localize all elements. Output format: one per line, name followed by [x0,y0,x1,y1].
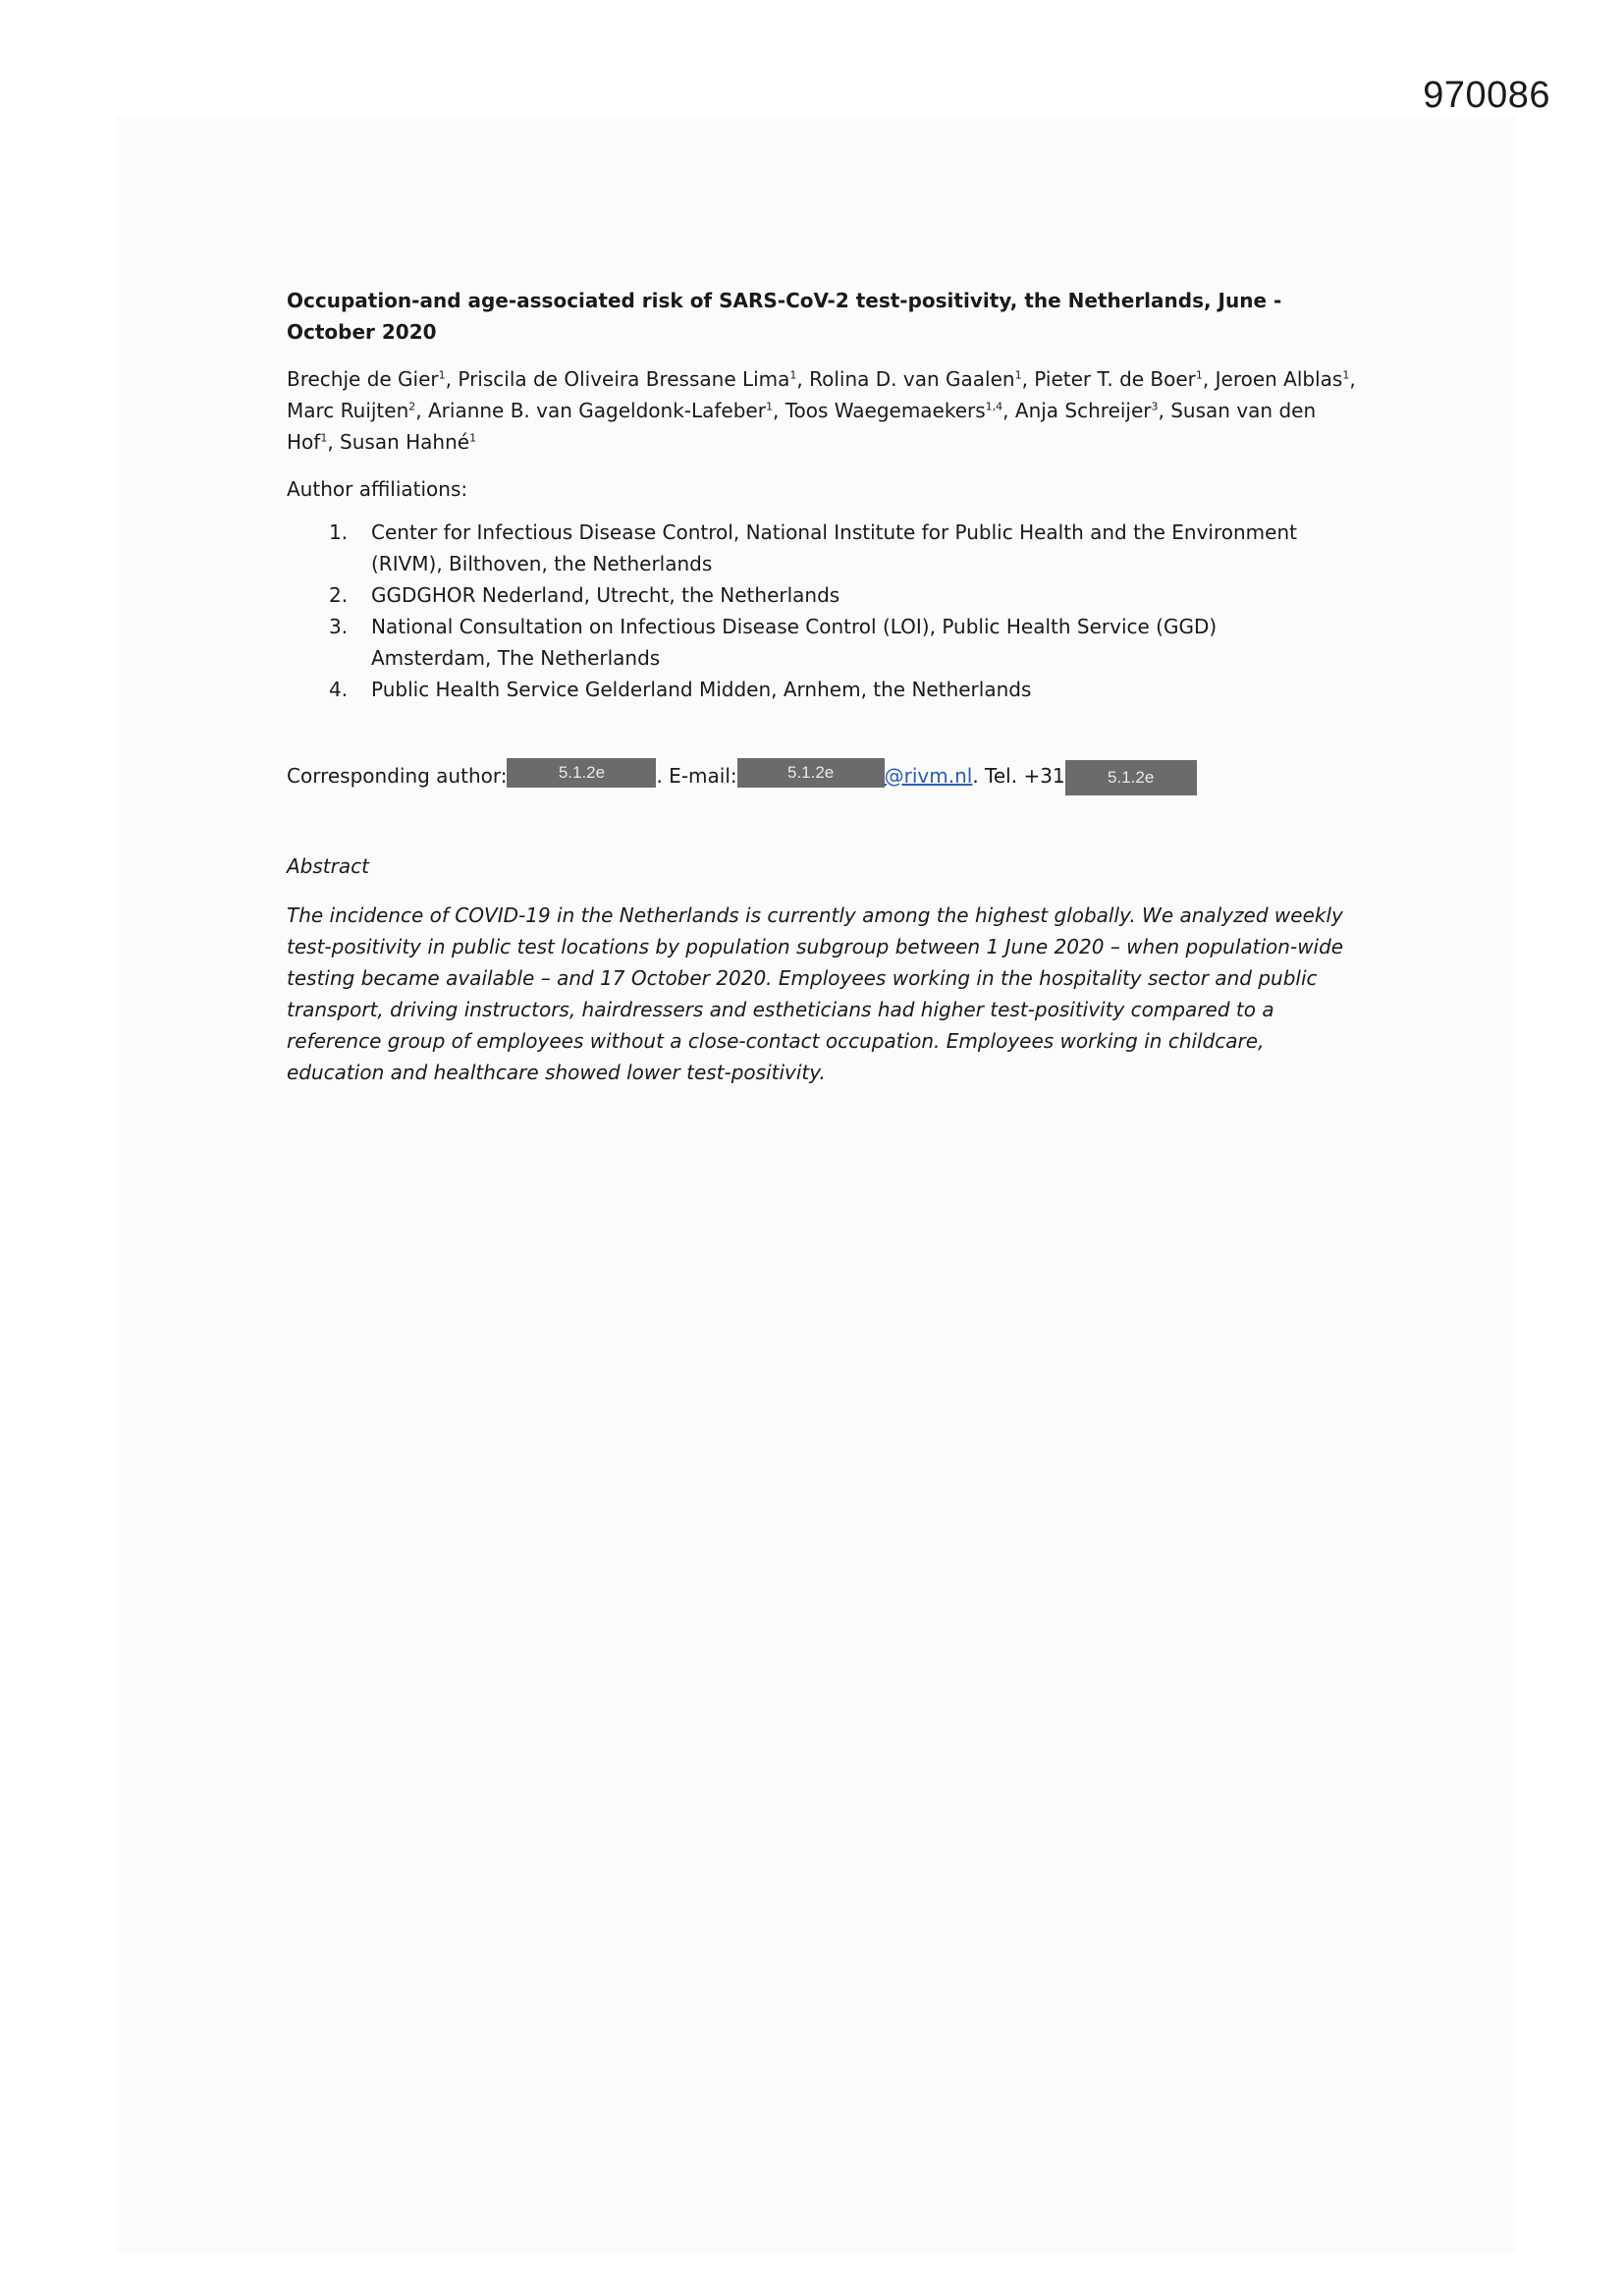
abstract-text: The incidence of COVID-19 in the Netherlands is currently among the highest globally. We analyzed weekly test-positivity in public test locations by population subgroup between 1 June 2020 – when population-wide testing became available – and 17 October 2020. Employees working in the hospitality sector and public transport, driving instructors, hairdressers and estheticians had higher test-positivity compared to a reference group of employees without a close-contact occupation. Employees working in childcare, education and healthcare showed lower test-positivity. [287,903,1344,1084]
affiliation-item [287,674,1367,705]
author-name: Arianne B. van Gageldonk-Lafeber [427,399,766,422]
affiliation-number: 4. [329,678,349,701]
author-separator: , [796,367,810,391]
author-separator: , [445,367,459,391]
author-separator: , [327,430,341,454]
affiliation-text: GGDGHOR Nederland, Utrecht, the Netherlands [371,583,840,607]
telephone-label: . Tel. +31 [972,764,1065,788]
affiliation-number: 2. [329,583,349,607]
author-name: Priscila de Oliveira Bressane Lima [458,367,790,391]
author-affiliation-marker: 1 [320,431,328,445]
author-name: Susan Hahné [340,430,470,454]
author-separator: , [772,399,785,422]
redaction-box: 5.1.2e [737,758,885,788]
affiliation-item [287,579,1367,611]
author-affiliation-marker: 1 [469,431,477,445]
affiliation-item [287,517,1367,579]
author-affiliation-marker: 1 [438,368,446,382]
redaction-box: 5.1.2e [507,758,656,788]
author-affiliation-marker: 2 [408,400,416,413]
author-separator: , [1021,367,1035,391]
author-name: Marc Ruijten [287,399,409,422]
affiliation-text: Center for Infectious Disease Control, National Institute for Public Health and the Environment (RIVM), Bilthoven, the Netherlands [371,520,1297,575]
author-affiliation-marker: 3 [1151,400,1159,413]
affiliation-number: 3. [329,615,349,638]
author-affiliation-marker: 1 [789,368,797,382]
email-label: . E-mail: [656,764,737,788]
document-content [287,285,1367,1088]
affiliation-item [287,611,1367,674]
author-separator: , [415,399,428,422]
author-separator: , [1349,367,1356,391]
author-name: Brechje de Gier [287,367,439,391]
abstract-heading: Abstract [287,854,369,878]
author-name: Susan van den Hof [287,399,1317,454]
author-name: Pieter T. de Boer [1034,367,1196,391]
author-name: Toos Waegemaekers [785,399,986,422]
affiliations-heading: Author affiliations: [287,477,468,501]
redaction-box: 5.1.2e [1065,760,1197,795]
author-affiliation-marker: 1 [765,400,773,413]
affiliation-text: National Consultation on Infectious Disease Control (LOI), Public Health Service (GGD) Amsterdam, The Netherlands [371,615,1218,670]
author-separator: , [1202,367,1216,391]
corresponding-author-line [287,758,1367,793]
author-name: Jeroen Alblas [1215,367,1343,391]
author-affiliation-marker: 1 [1014,368,1022,382]
affiliation-number: 1. [329,520,349,544]
paper-title: Occupation-and age-associated risk of SARS-CoV-2 test-positivity, the Netherlands, June - October 2020 [287,289,1282,344]
author-affiliation-marker: 1 [1342,368,1350,382]
document-number: 970086 [1423,75,1550,116]
corresponding-author-label: Corresponding author: [287,764,508,788]
affiliations-list [287,517,1367,705]
author-affiliation-marker: 1,4 [985,400,1003,413]
author-affiliation-marker: 1 [1195,368,1203,382]
author-separator: , [1158,399,1171,422]
author-separator: , [1002,399,1015,422]
email-domain-link[interactable]: @rivm.nl [884,764,973,788]
author-name: Anja Schreijer [1014,399,1152,422]
author-name: Rolina D. van Gaalen [809,367,1015,391]
affiliation-text: Public Health Service Gelderland Midden, Arnhem, the Netherlands [371,678,1032,701]
author-list [287,363,1367,458]
